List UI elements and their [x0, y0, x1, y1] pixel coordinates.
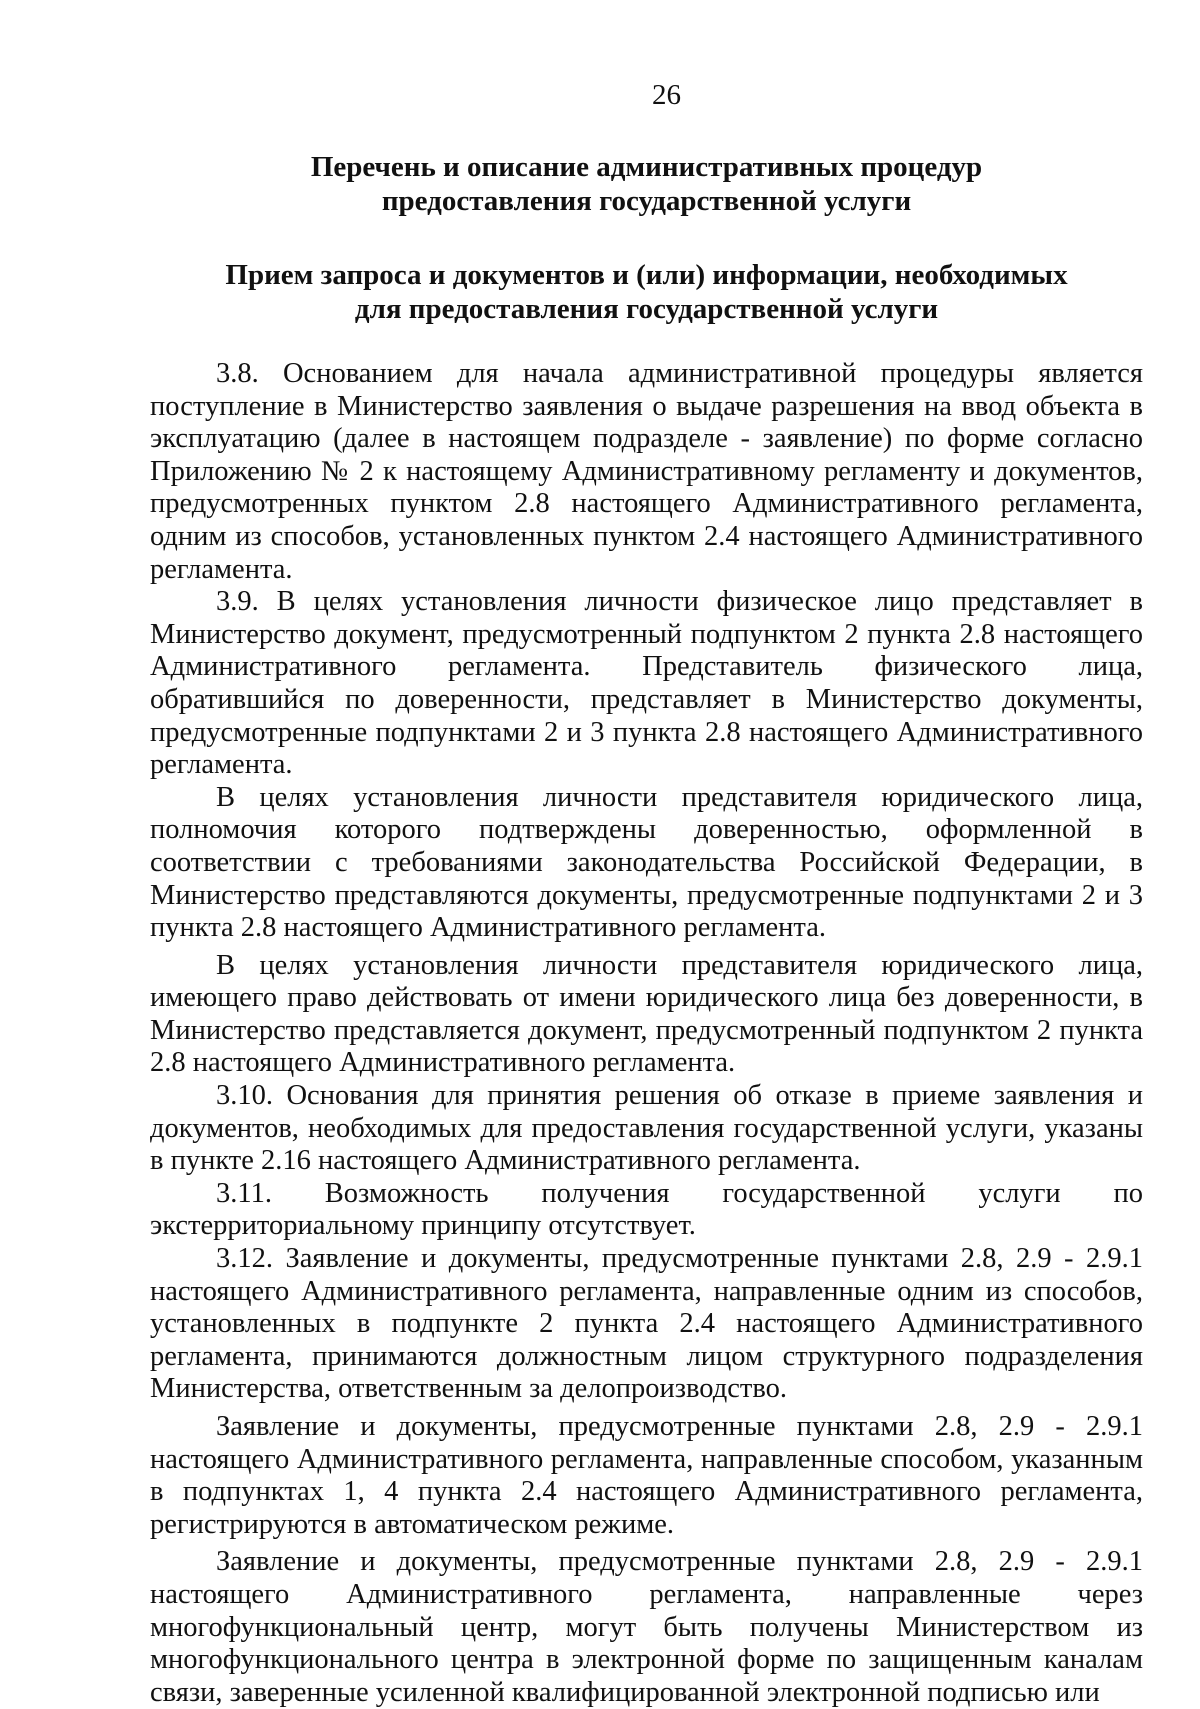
subsection-heading: [150, 258, 1143, 326]
subsection-heading-line-2: для предоставления государственной услуги: [354, 293, 939, 325]
page-number: 26: [652, 79, 681, 111]
paragraph-3-11: 3.11. Возможность получения государственной услуги по экстерриториальному принципу отсутствует.: [150, 1177, 1143, 1242]
paragraph-3-12: 3.12. Заявление и документы, предусмотренные пунктами 2.8, 2.9 - 2.9.1 настоящего Административного регламента, направленные одним из способов, установленных в подпункте 2 пункта 2.4 настоящего Административного регламента, принимаются должностным лицом структурного подразделения Министерства, ответственным за делопроизводство.: [150, 1243, 1143, 1405]
section-heading-line-1: Перечень и описание административных процедур: [310, 151, 983, 183]
document-body: [150, 358, 1143, 1709]
paragraph-auto-registration: Заявление и документы, предусмотренные пунктами 2.8, 2.9 - 2.9.1 настоящего Административного регламента, направленные способом, указанным в подпунктах 1, 4 пункта 2.4 настоящего Административного регламента, регистрируются в автоматическом режиме.: [150, 1411, 1143, 1540]
section-heading: [150, 150, 1143, 218]
subsection-heading-line-1: Прием запроса и документов и (или) информации, необходимых: [225, 259, 1068, 291]
paragraph-3-8: 3.8. Основанием для начала административной процедуры является поступление в Министерство заявления о выдаче разрешения на ввод объекта в эксплуатацию (далее в настоящем подразделе - заявление) по форме согласно Приложению № 2 к настоящему Административному регламенту и документов, предусмотренных пунктом 2.8 настоящего Административного регламента, одним из способов, установленных пунктом 2.4 настоящего Административного регламента.: [150, 358, 1143, 585]
paragraph-legal-entity-no-proxy: В целях установления личности представителя юридического лица, имеющего право действовать от имени юридического лица без доверенности, в Министерство представляется документ, предусмотренный подпунктом 2 пункта 2.8 настоящего Административного регламента.: [150, 949, 1143, 1079]
paragraph-mfc: Заявление и документы, предусмотренные пунктами 2.8, 2.9 - 2.9.1 настоящего Административного регламента, направленные через многофункциональный центр, могут быть получены Министерством из многофункционального центра в электронной форме по защищенным каналам связи, заверенные усиленной квалифицированной электронной подписью или: [150, 1546, 1143, 1708]
paragraph-legal-entity-proxy: В целях установления личности представителя юридического лица, полномочия которого подтверждены доверенностью, оформленной в соответствии с требованиями законодательства Российской Федерации, в Министерство представляются документы, предусмотренные подпунктами 2 и 3 пункта 2.8 настоящего Административного регламента.: [150, 781, 1143, 944]
section-heading-line-2: предоставления государственной услуги: [381, 185, 912, 217]
paragraph-3-9: 3.9. В целях установления личности физическое лицо представляет в Министерство документ, предусмотренный подпунктом 2 пункта 2.8 настоящего Административного регламента. Представитель физического лица, обратившийся по доверенности, представляет в Министерство документы, предусмотренные подпунктами 2 и 3 пункта 2.8 настоящего Административного регламента.: [150, 586, 1143, 781]
paragraph-3-10: 3.10. Основания для принятия решения об отказе в приеме заявления и документов, необходимых для предоставления государственной услуги, указаны в пункте 2.16 настоящего Административного регламента.: [150, 1080, 1143, 1177]
